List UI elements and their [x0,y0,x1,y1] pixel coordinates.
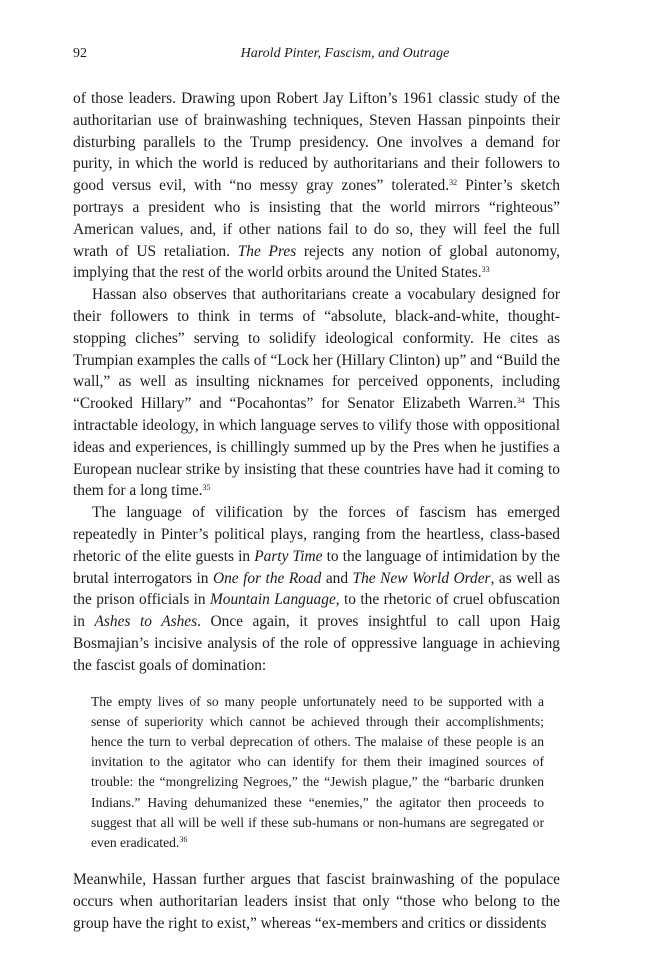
running-title: Harold Pinter, Fascism, and Outrage [240,46,450,61]
paragraph-3-text-c: and [321,569,353,587]
quotation-body: The empty lives of so many people unfortunately need to be supported with a sense of superiority which cannot be achieved through their accomplishments; hence the turn to verbal deprecation of others. The malaise of these people is an invitation to the agitator who can identify for them their imagined sources of trouble: the “mongrelizing Negroes,” the “Jewish plague,” the “barbaric drunken Indians.” Having dehumanized these “enemies,” the agitator then proceeds to suggest that all will be well if these sub-humans or non-humans are segregated or even eradicated. [91,693,544,850]
paragraph-4 [73,869,560,934]
paragraph-1-text-b: Pinter’s sketch portrays a president who is insisting that the world mirrors “righteous” American values, and, if other nations fail to do so, they will feel the full wrath of US retaliation. [73,177,560,260]
paragraph-2-text-a: Hassan also observes that authoritarians create a vocabulary designed for their followers to think in terms of “absolute, black-and-white, thought-stopping cliches” serving to solidify ideological conformity. He cites as Trumpian examples the calls of “Lock her (Hillary Clinton) up” and “Build the wall,” as well as insulting nicknames for perceived opponents, including “Crooked Hillary” and “Pocahontas” for Senator Elizabeth Warren. [73,286,560,413]
paragraph-3-text-a: The language of vilification by the forces of fascism has emerged repeatedly in Pinter’s political plays, ranging from the heartless, class-based rhetoric of the elite guests in [73,504,560,565]
quotation-text [91,692,544,854]
paragraph-3-text-d: , as well as the prison officials in [73,569,561,609]
paragraph-4-text: Meanwhile, Hassan further argues that fascist brainwashing of the populace occurs when authoritarian leaders insist that only “those who belong to the group have the right to exist,” whereas “ex-members and critics or dissidents [73,871,560,932]
body-text [73,88,560,935]
title-mountain-language: Mountain Language [209,591,336,609]
title-one-for-the-road: One for the Road [212,569,322,587]
footnote-ref-33: 33 [481,265,490,275]
paragraph-3-text-f: . Once again, it proves insightful to call upon Haig Bosmajian’s incisive analysis of the role of oppressive language in achieving the fascist goals of domination: [73,613,561,674]
paragraph-3-text-b: to the language of intimidation by the brutal interrogators in [73,547,560,587]
footnote-ref-36: 36 [179,834,188,844]
paragraph-3 [73,502,560,676]
paragraph-1-text-c: rejects any notion of global autonomy, implying that the rest of the world orbits around the United States. [73,242,560,282]
block-quotation [91,692,544,854]
page-number: 92 [73,46,87,61]
footnote-ref-32: 32 [449,178,458,188]
paragraph-1 [73,88,560,284]
paragraph-2-text-b: This intractable ideology, in which language serves to vilify those with oppositional ideas and experiences, is chillingly summed up by the Pres when he justifies a European nuclear strike by insisting that these countries have had it coming to them for a long time. [73,395,560,500]
paragraph-3-text-e: , to the rhetoric of cruel obfuscation in [73,591,560,631]
footnote-ref-35: 35 [202,483,211,493]
title-ashes-to-ashes: Ashes to Ashes [94,613,198,631]
title-the-pres: The Pres [237,242,297,260]
title-new-world-order: The New World Order [352,569,491,587]
footnote-ref-34: 34 [516,396,525,406]
paragraph-1-text-a: of those leaders. Drawing upon Robert Jay Lifton’s 1961 classic study of the authoritarian use of brainwashing techniques, Steven Hassan pinpoints their disturbing parallels to the Trump presidency. One involves a demand for purity, in which the world is reduced by authoritarians and their followers to good versus evil, with “no messy gray zones” tolerated. [73,90,560,195]
paragraph-2 [73,284,560,502]
title-party-time: Party Time [254,547,323,565]
